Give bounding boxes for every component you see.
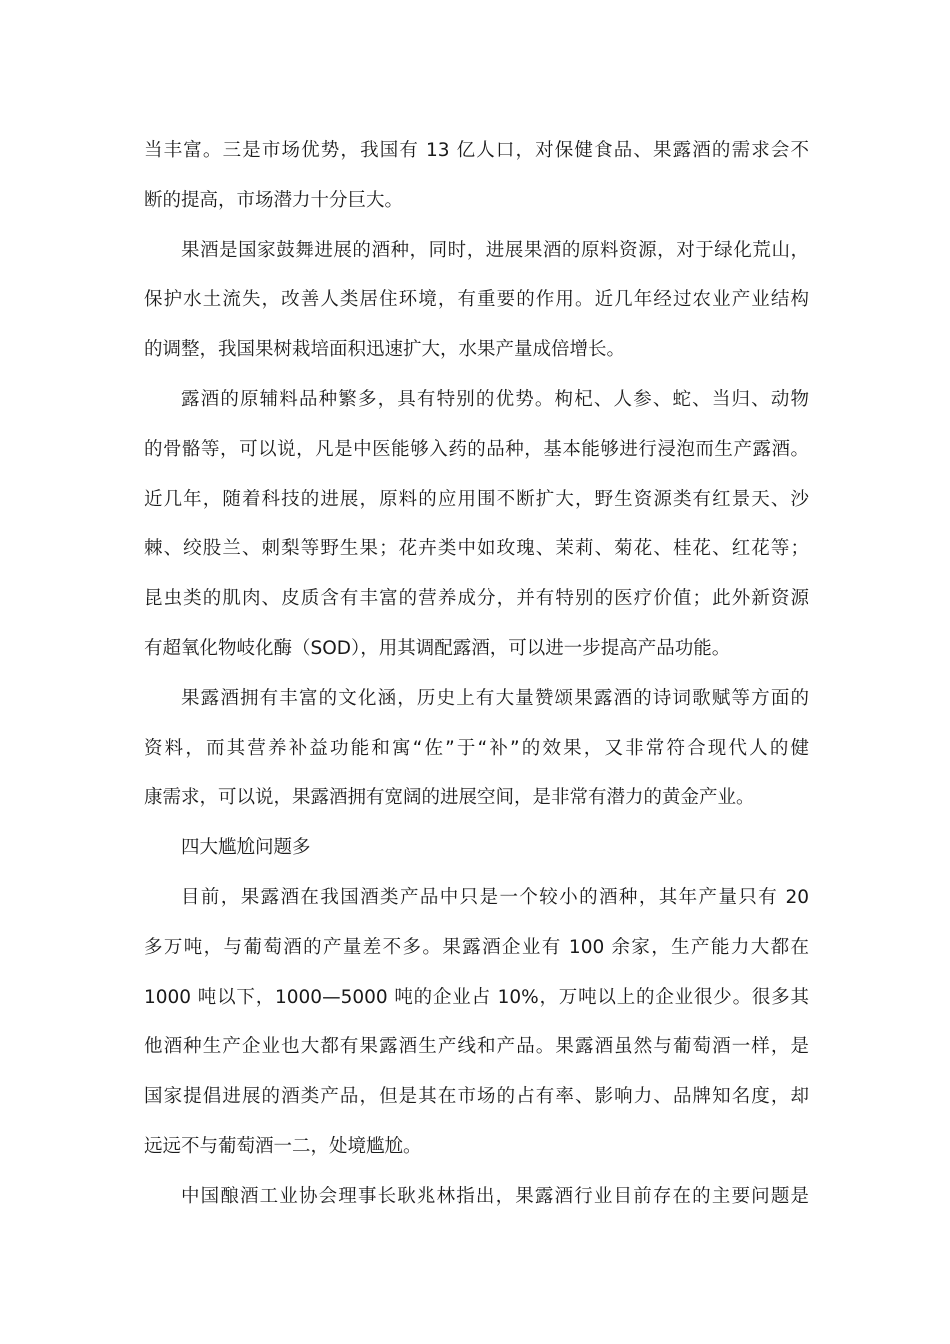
text-line: 他酒种生产企业也大都有果露酒生产线和产品。果露酒虽然与葡萄酒一样，是: [144, 1036, 809, 1058]
document-body: [144, 133, 809, 1229]
text-line: 四大尴尬问题多: [181, 837, 311, 859]
text-line: 国家提倡进展的酒类产品，但是其在市场的占有率、影响力、品牌知名度，却: [144, 1086, 809, 1108]
text-line: 的调整，我国果树栽培面积迅速扩大，水果产量成倍增长。: [144, 339, 626, 361]
text-line: 的骨骼等，可以说，凡是中医能够入药的品种，基本能够进行浸泡而生产露酒。: [144, 438, 809, 460]
text-line: 断的提高，市场潜力十分巨大。: [144, 189, 404, 211]
section-heading: [144, 830, 809, 880]
text-line: 保护水土流失，改善人类居住环境，有重要的作用。近几年经过农业产业结构: [144, 289, 809, 311]
text-line: 多万吨，与葡萄酒的产量差不多。果露酒企业有 100 余家，生产能力大都在: [144, 936, 809, 958]
text-line: 远远不与葡萄酒一二，处境尴尬。: [144, 1135, 422, 1157]
text-line: 昆虫类的肌肉、皮质含有丰富的营养成分，并有特别的医疗价值；此外新资源: [144, 588, 809, 610]
text-line: 果露酒拥有丰富的文化涵，历史上有大量赞颂果露酒的诗词歌赋等方面的: [181, 687, 809, 709]
paragraph: [144, 681, 809, 830]
paragraph: [144, 133, 809, 233]
text-line: 棘、绞股兰、刺梨等野生果；花卉类中如玫瑰、茉莉、菊花、桂花、红花等；: [144, 538, 809, 560]
text-line: 1000 吨以下，1000—5000 吨的企业占 10%，万吨以上的企业很少。很多其: [144, 986, 809, 1008]
text-line: 露酒的原辅料品种繁多，具有特别的优势。枸杞、人参、蛇、当归、动物: [181, 388, 809, 410]
text-line: 中国酿酒工业协会理事长耿兆林指出，果露酒行业目前存在的主要问题是: [181, 1185, 809, 1207]
text-line: 当丰富。三是市场优势，我国有 13 亿人口，对保健食品、果露酒的需求会不: [144, 140, 809, 161]
text-line: 目前，果露酒在我国酒类产品中只是一个较小的酒种，其年产量只有 20: [181, 886, 809, 908]
paragraph: [144, 880, 809, 1179]
text-line: 有超氧化物岐化酶（SOD），用其调配露酒，可以进一步提高产品功能。: [144, 637, 731, 659]
text-line: 康需求，可以说，果露酒拥有宽阔的进展空间，是非常有潜力的黄金产业。: [144, 787, 755, 809]
paragraph: [144, 233, 809, 382]
text-line: 果酒是国家鼓舞进展的酒种，同时，进展果酒的原料资源，对于绿化荒山，: [181, 239, 809, 261]
paragraph: [144, 382, 809, 681]
text-line: 近几年，随着科技的进展，原料的应用围不断扩大，野生资源类有红景天、沙: [144, 488, 809, 510]
text-line: 资料，而其营养补益功能和寓“佐”于“补”的效果，又非常符合现代人的健: [144, 737, 809, 759]
paragraph: [144, 1179, 809, 1229]
